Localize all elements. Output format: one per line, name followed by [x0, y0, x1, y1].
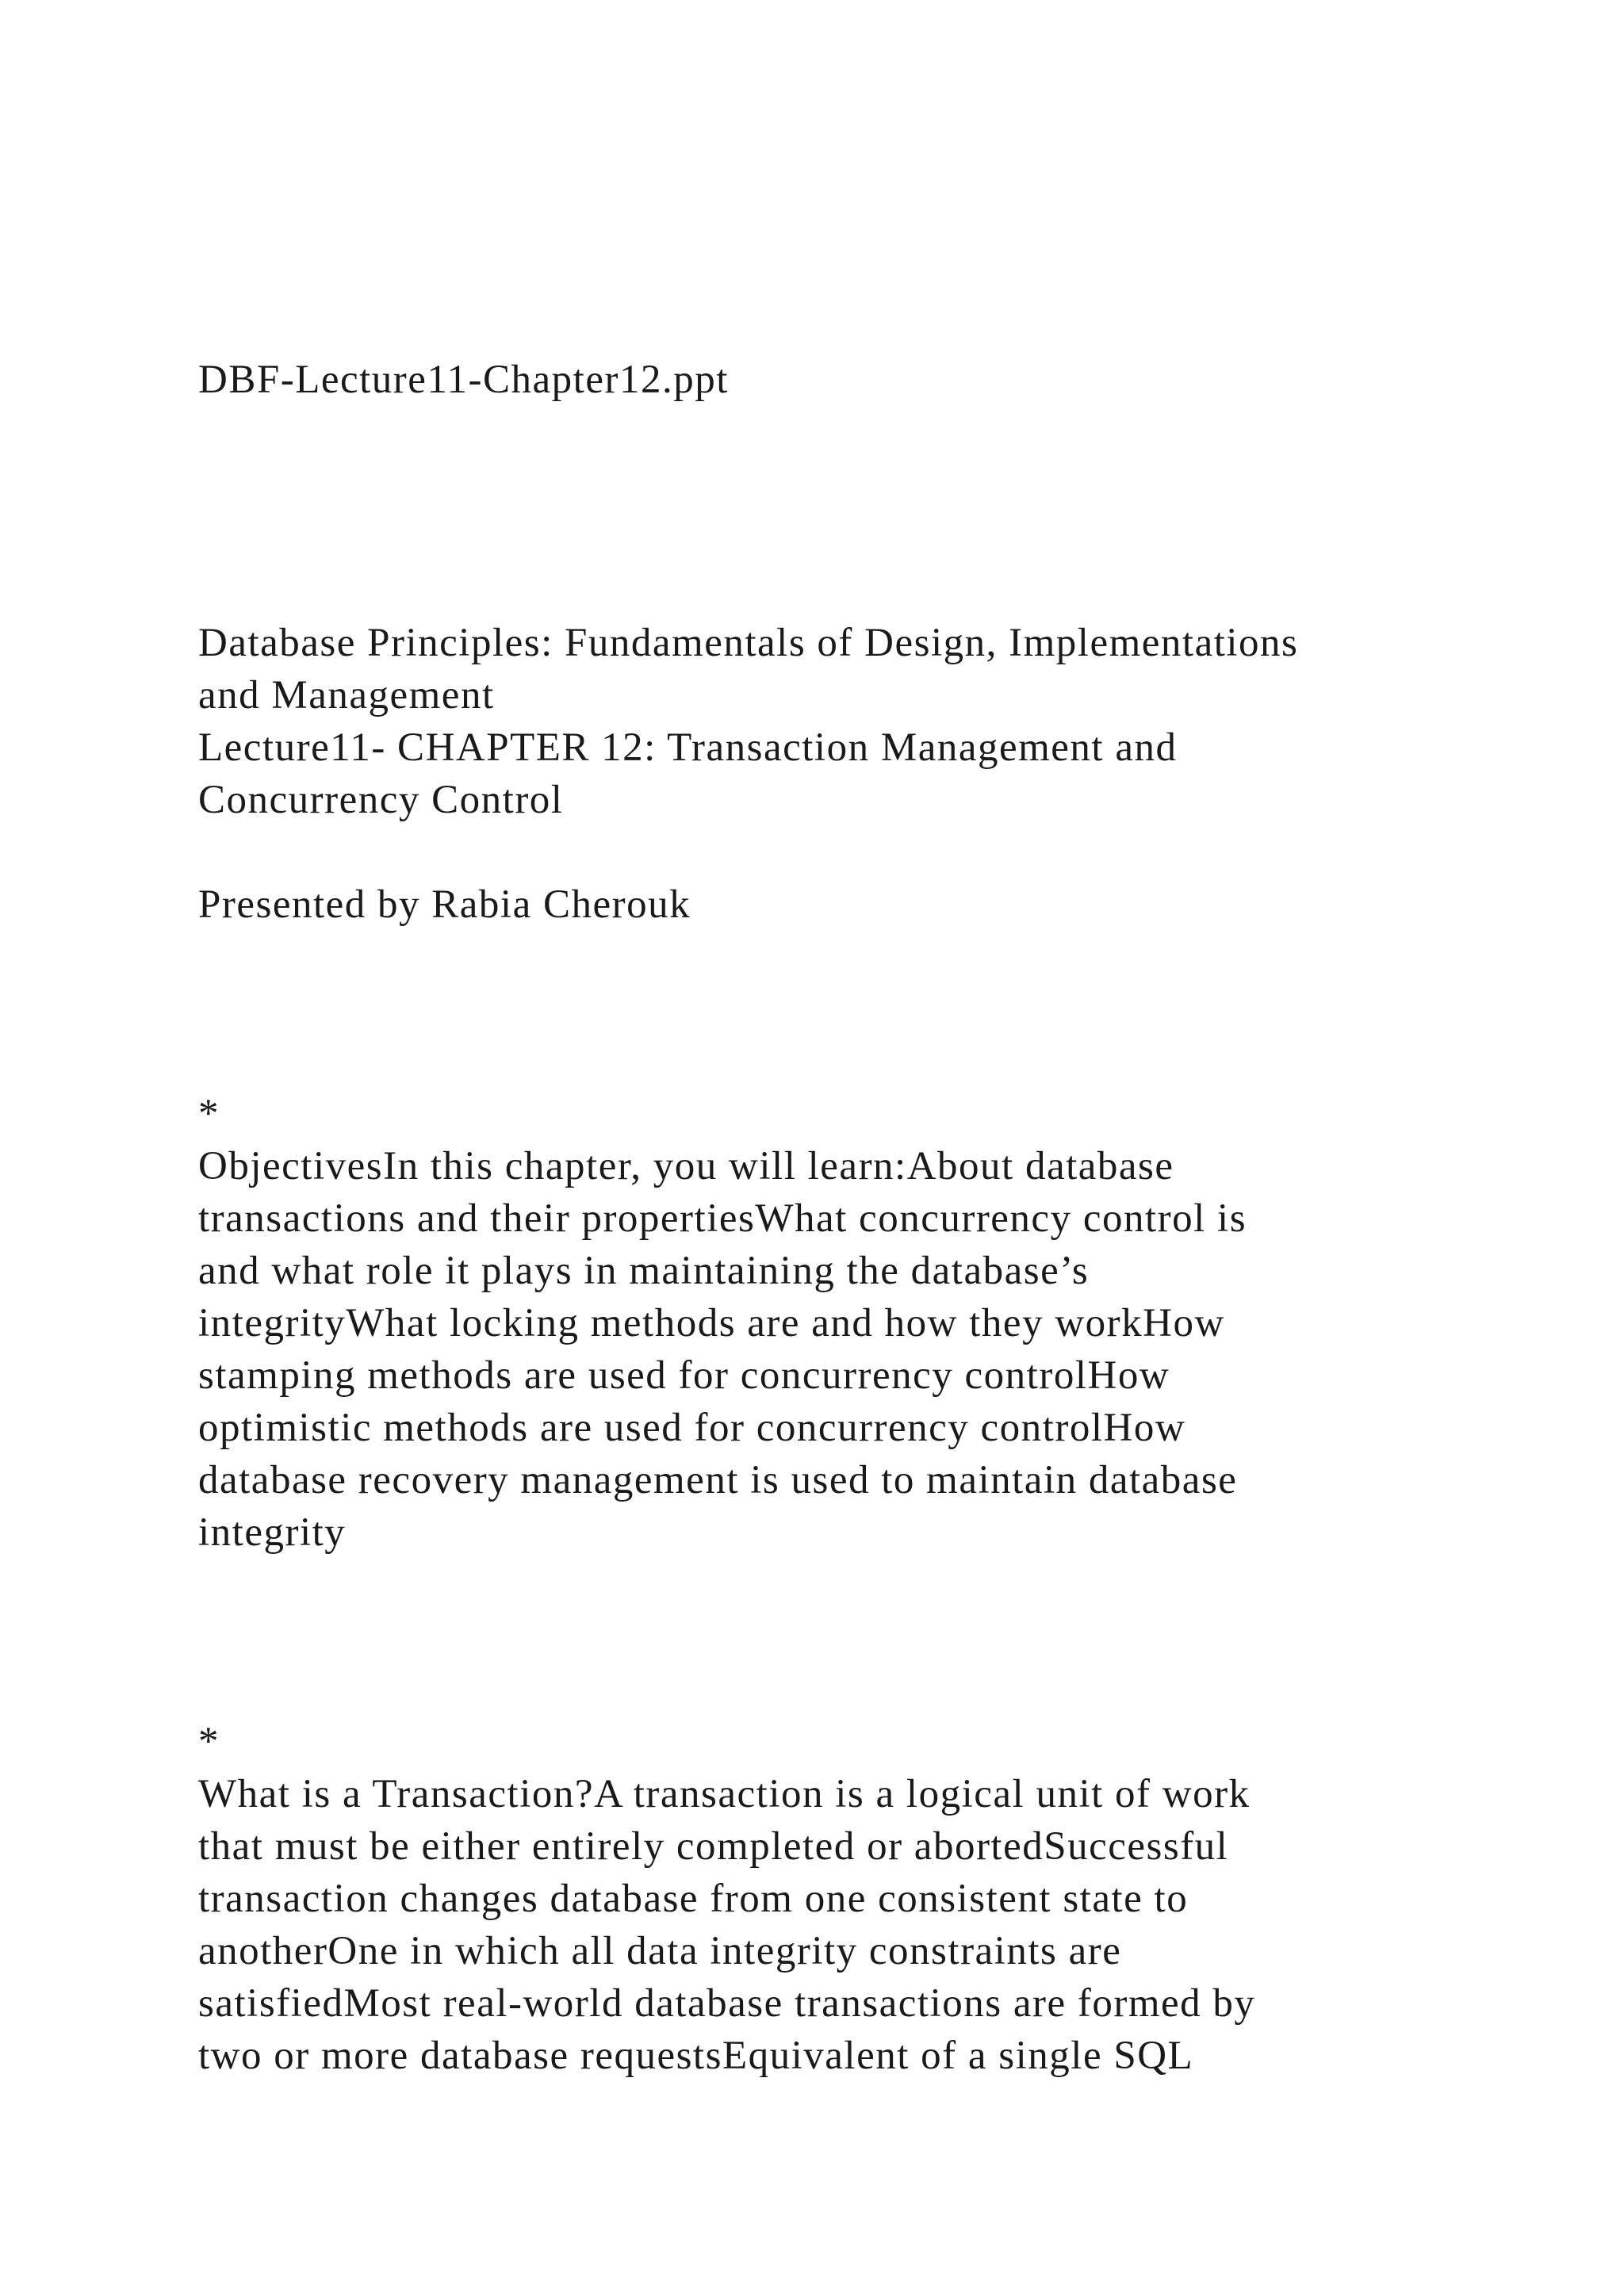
- objectives-line-3: and what role it plays in maintaining the database’s: [198, 1249, 1090, 1293]
- title-line-3: Lecture11- CHAPTER 12: Transaction Management and: [198, 725, 1178, 770]
- objectives-line-2: transactions and their propertiesWhat concurrency control is: [198, 1196, 1247, 1241]
- objectives-line-4: integrityWhat locking methods are and how they workHow: [198, 1301, 1225, 1345]
- transaction-line-3: transaction changes database from one consistent state to: [198, 1877, 1189, 1921]
- transaction-line-2: that must be either entirely completed or abortedSuccessful: [198, 1824, 1229, 1869]
- section-marker: *: [198, 1092, 220, 1136]
- transaction-line-6: two or more database requestsEquivalent of a single SQL: [198, 2034, 1194, 2078]
- title-line-1: Database Principles: Fundamentals of Design, Implementations: [198, 621, 1299, 665]
- objectives-line-1: ObjectivesIn this chapter, you will learn:About database: [198, 1144, 1174, 1188]
- objectives-line-8: integrity: [198, 1510, 347, 1555]
- objectives-line-7: database recovery management is used to maintain database: [198, 1458, 1238, 1502]
- transaction-line-5: satisfiedMost real-world database transactions are formed by: [198, 1981, 1256, 2026]
- transaction-line-4: anotherOne in which all data integrity constraints are: [198, 1929, 1122, 1973]
- title-line-4: Concurrency Control: [198, 778, 564, 822]
- presenter-line: Presented by Rabia Cherouk: [198, 882, 691, 927]
- objectives-line-5: stamping methods are used for concurrency controlHow: [198, 1353, 1170, 1398]
- section-marker: *: [198, 1720, 220, 1764]
- title-line-2: and Management: [198, 673, 495, 718]
- document-filename: DBF-Lecture11-Chapter12.ppt: [198, 358, 729, 402]
- transaction-line-1: What is a Transaction?A transaction is a logical unit of work: [198, 1772, 1251, 1816]
- objectives-line-6: optimistic methods are used for concurrency controlHow: [198, 1406, 1186, 1450]
